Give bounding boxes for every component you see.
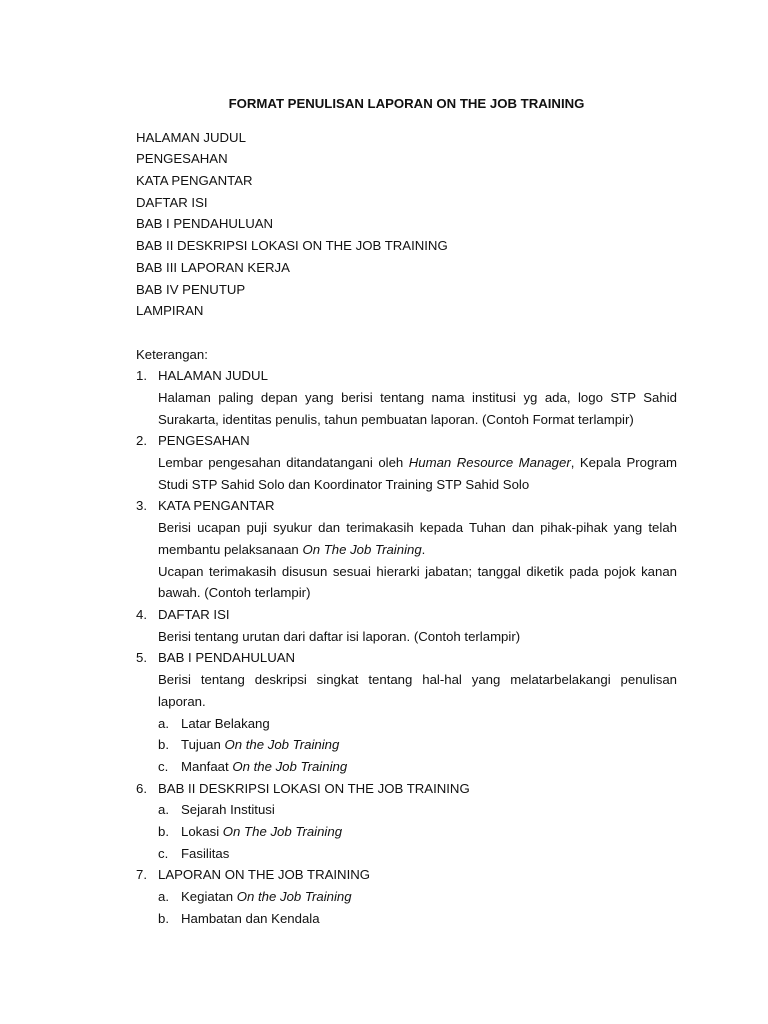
text-run: Tujuan: [181, 737, 225, 753]
sub-item-letter: c.: [158, 758, 169, 774]
sub-list-item: [158, 734, 677, 756]
emphasis-run: On The Job Training: [302, 541, 422, 557]
text-run: Manfaat: [181, 758, 233, 774]
list-item: [136, 365, 677, 430]
sub-item-letter: a.: [158, 889, 169, 905]
item-heading: HALAMAN JUDUL: [158, 368, 268, 384]
text-run: Hambatan dan Kendala: [181, 910, 320, 926]
item-number: 2.: [136, 433, 147, 449]
text-run: Sejarah Institusi: [181, 802, 275, 818]
sub-item-letter: a.: [158, 802, 169, 818]
item-body: [158, 647, 677, 777]
sub-item-letter: a.: [158, 715, 169, 731]
item-heading: BAB I PENDAHULUAN: [158, 650, 296, 666]
item-number: 1.: [136, 368, 147, 384]
emphasis-run: On the Job Training: [232, 758, 348, 774]
text-run: Berisi ucapan puji syukur dan terimakasih kepada Tuhan dan pihak-pihak yang telah membantu pelaksanaan: [158, 520, 677, 557]
sub-item-text: [181, 843, 229, 865]
list-item: [136, 778, 677, 865]
document-content: [136, 93, 677, 930]
sub-list-item: [158, 908, 677, 930]
item-paragraph: Halaman paling depan yang berisi tentang nama institusi yg ada, logo STP Sahid Surakarta, identitas penulis, tahun pembuatan laporan. (Contoh Format terlampir): [158, 389, 677, 427]
toc-item: PENGESAHAN: [136, 151, 228, 167]
sub-item-text: [181, 886, 352, 908]
list-item: [136, 604, 677, 647]
sub-item-text: [181, 756, 347, 778]
item-number: 3.: [136, 498, 147, 514]
sub-list-item: [158, 843, 677, 865]
item-body: [158, 604, 677, 647]
emphasis-run: Human Resource Manager: [408, 455, 571, 471]
sub-item-text: [181, 821, 342, 843]
item-body: [158, 864, 677, 929]
item-paragraph: Berisi tentang deskripsi singkat tentang hal-hal yang melatarbelakangi penulisan laporan.: [158, 672, 677, 709]
item-heading: KATA PENGANTAR: [158, 498, 275, 514]
item-body: [158, 430, 677, 495]
toc-item: DAFTAR ISI: [136, 194, 208, 210]
sub-list-item: [158, 713, 677, 735]
item-body: [158, 365, 677, 430]
item-heading: BAB II DESKRIPSI LOKASI ON THE JOB TRAINING: [158, 780, 470, 796]
list-item: [136, 495, 677, 604]
text-run: Lembar pengesahan ditandatangani oleh: [158, 455, 409, 471]
item-number: 5.: [136, 650, 147, 666]
text-run: Latar Belakang: [181, 715, 270, 731]
sub-item-letter: b.: [158, 910, 169, 926]
item-number: 6.: [136, 780, 147, 796]
list-item: [136, 430, 677, 495]
sub-list-item: [158, 756, 677, 778]
item-paragraph: Berisi tentang urutan dari daftar isi laporan. (Contoh terlampir): [158, 628, 521, 644]
item-heading: DAFTAR ISI: [158, 607, 230, 622]
item-number: 4.: [136, 607, 147, 622]
text-run: Kegiatan: [181, 889, 237, 905]
sub-list-item: [158, 799, 677, 821]
item-paragraph: Ucapan terimakasih disusun sesuai hierarki jabatan; tanggal diketik pada pojok kanan bawah. (Contoh terlampir): [158, 563, 677, 601]
text-run: , Kepala Program Studi STP Sahid Solo dan Koordinator Training STP Sahid Solo: [158, 455, 678, 492]
item-heading: PENGESAHAN: [158, 433, 250, 449]
item-number: 7.: [136, 867, 147, 883]
emphasis-run: On the Job Training: [236, 889, 352, 905]
sub-item-letter: b.: [158, 737, 169, 753]
sub-item-text: [181, 713, 270, 735]
sub-item-letter: c.: [158, 845, 169, 861]
toc-item: BAB II DESKRIPSI LOKASI ON THE JOB TRAINING: [136, 238, 448, 254]
sub-item-text: [181, 734, 339, 756]
text-run: .: [421, 541, 426, 557]
item-body: [158, 778, 677, 865]
toc-item: LAMPIRAN: [136, 303, 204, 319]
list-item: [136, 864, 677, 929]
toc-item: BAB I PENDAHULUAN: [136, 216, 274, 232]
list-item: [136, 647, 677, 777]
item-paragraph: [158, 517, 677, 560]
item-body: [158, 495, 677, 604]
spacer: [136, 322, 677, 344]
sub-item-text: [181, 908, 320, 930]
table-of-contents: [136, 127, 677, 322]
text-run: Fasilitas: [181, 845, 230, 861]
emphasis-run: On The Job Training: [222, 824, 343, 840]
sub-list-item: [158, 821, 677, 843]
sub-item-letter: b.: [158, 824, 169, 840]
emphasis-run: On the Job Training: [224, 737, 340, 753]
item-paragraph: [158, 452, 677, 495]
toc-item: BAB III LAPORAN KERJA: [136, 259, 290, 275]
item-heading: LAPORAN ON THE JOB TRAINING: [158, 867, 371, 883]
text-run: Lokasi: [181, 824, 223, 840]
toc-item: BAB IV PENUTUP: [136, 281, 246, 297]
sub-list-item: [158, 886, 677, 908]
document-title: FORMAT PENULISAN LAPORAN ON THE JOB TRAINING: [228, 96, 585, 111]
toc-item: KATA PENGANTAR: [136, 173, 253, 189]
toc-item: HALAMAN JUDUL: [136, 129, 246, 145]
keterangan-label: Keterangan:: [136, 346, 208, 362]
sub-item-text: [181, 799, 275, 821]
